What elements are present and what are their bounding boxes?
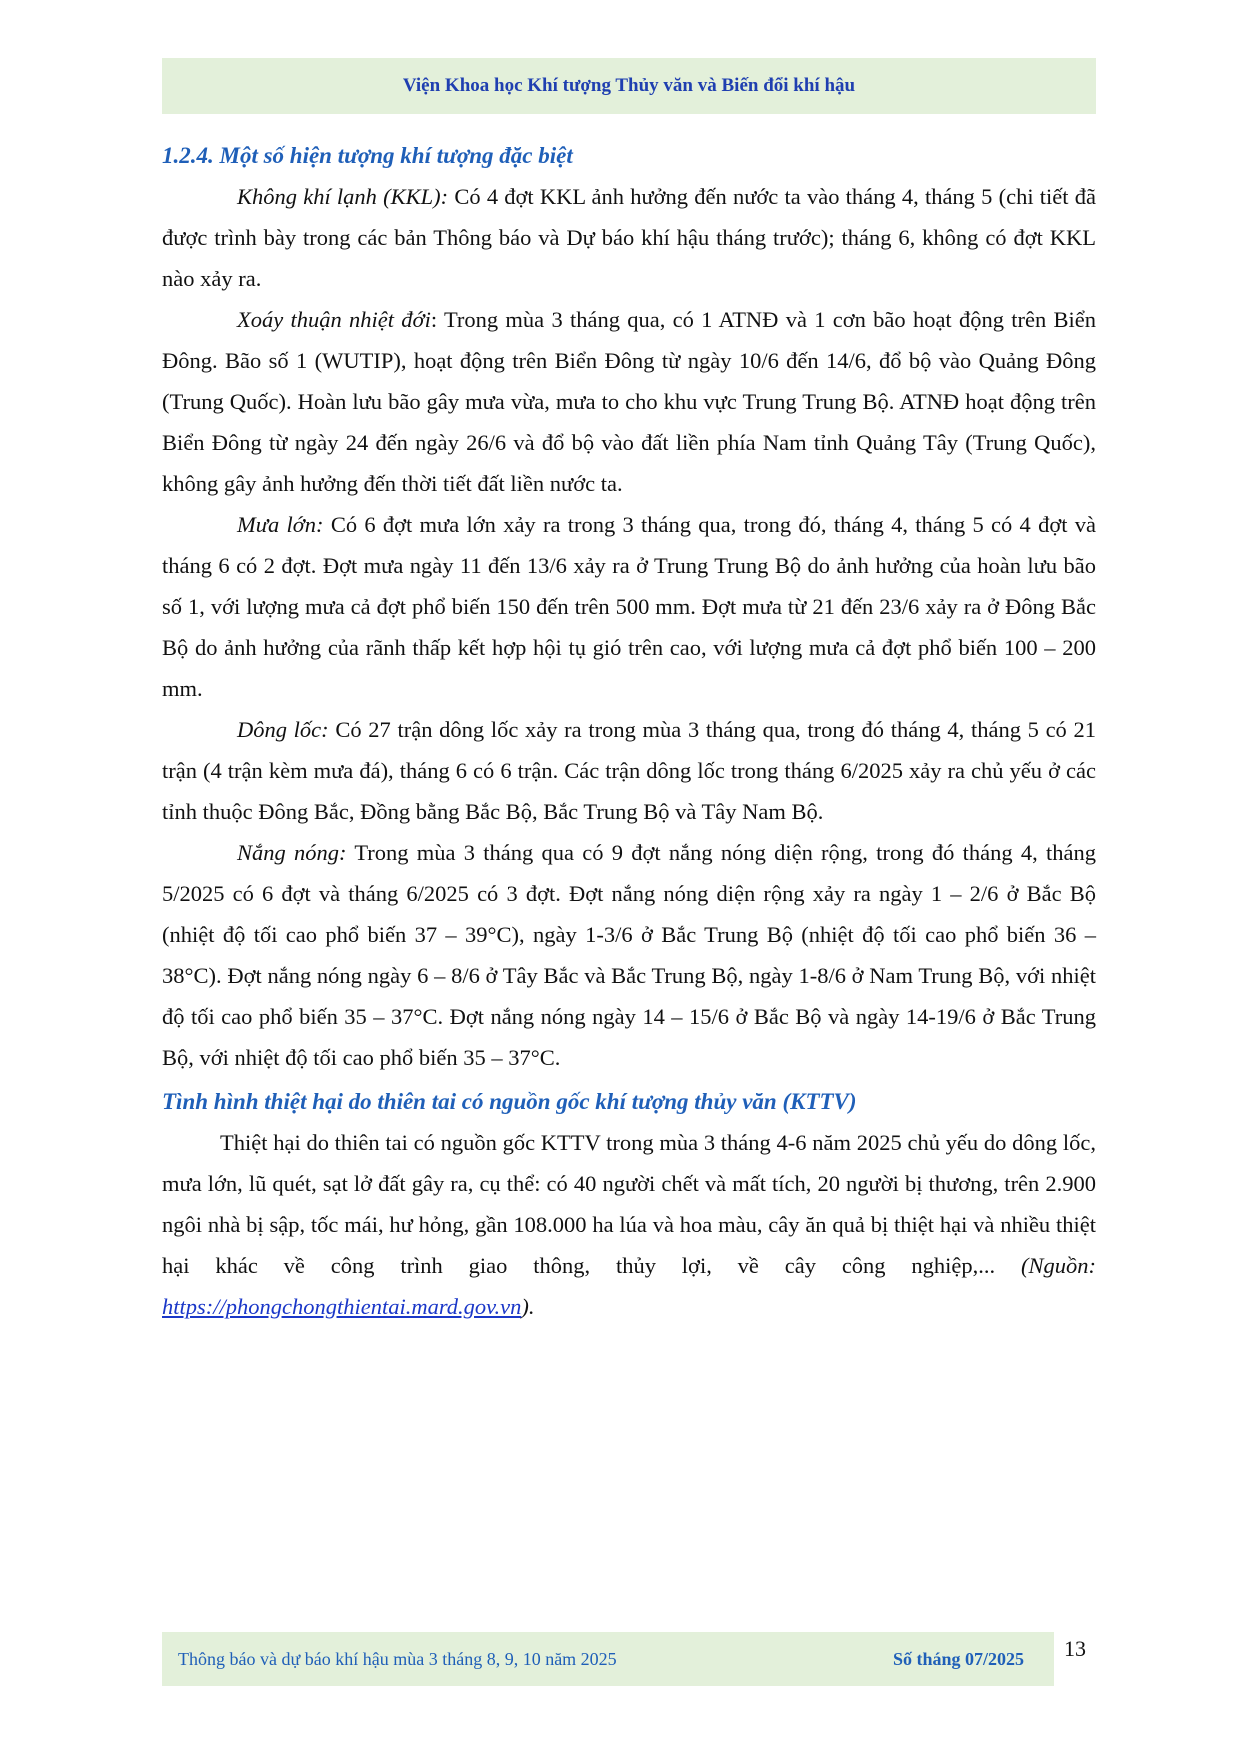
paragraph-lead: Xoáy thuận nhiệt đới xyxy=(237,307,431,332)
footer-issue-number: Số tháng 07/2025 xyxy=(892,1648,1024,1669)
section-title-damage: Tình hình thiệt hại do thiên tai có nguồn gốc khí tượng thủy văn (KTTV) xyxy=(162,1089,857,1114)
paragraph-thunderstorms xyxy=(162,709,1096,832)
paragraph-cold-air xyxy=(162,176,1096,299)
paragraph-text: Có 4 đợt KKL ảnh hưởng đến nước ta vào tháng 4, tháng 5 (chi tiết đã được trình bày trong các bản Thông báo và Dự báo khí hậu tháng trước); tháng 6, không có đợt KKL nào xảy ra. xyxy=(162,184,1096,291)
damage-text: Thiệt hại do thiên tai có nguồn gốc KTTV trong mùa 3 tháng 4-6 năm 2025 chủ yếu do dông lốc, mưa lớn, lũ quét, sạt lở đất gây ra, cụ thể: có 40 người chết và mất tích, 20 người bị thương, trên 2.900 ngôi nhà bị sập, tốc mái, hư hỏng, gần 108.000 ha lúa và hoa màu, cây ăn quả bị thiệt hại và nhiều thiệt hại khác về công trình giao thông, thủy lợi, về cây công nghiệp,... xyxy=(162,1130,1096,1278)
page-number: 13 xyxy=(1064,1636,1086,1661)
paragraph-heatwave xyxy=(162,832,1096,1078)
paragraph-text: Có 27 trận dông lốc xảy ra trong mùa 3 tháng qua, trong đó tháng 4, tháng 5 có 21 trận (4 trận kèm mưa đá), tháng 6 có 6 trận. Các trận dông lốc trong tháng 6/2025 xảy ra chủ yếu ở các tỉnh thuộc Đông Bắc, Đồng bằng Bắc Bộ, Bắc Trung Bộ và Tây Nam Bộ. xyxy=(162,717,1096,824)
source-link[interactable]: https://phongchongthientai.mard.gov.vn xyxy=(162,1294,522,1319)
paragraph-damage xyxy=(162,1122,1096,1327)
footer-band xyxy=(162,1632,1054,1686)
source-suffix: ). xyxy=(521,1294,535,1319)
source-prefix: (Nguồn: xyxy=(1021,1253,1097,1278)
paragraph-lead: Không khí lạnh (KKL): xyxy=(237,184,449,209)
paragraph-text: Trong mùa 3 tháng qua có 9 đợt nắng nóng diện rộng, trong đó tháng 4, tháng 5/2025 có 6 đợt và tháng 6/2025 có 3 đợt. Đợt nắng nóng diện rộng xảy ra ngày 1 – 2/6 ở Bắc Bộ (nhiệt độ tối cao phổ biến 37 – 39°C), ngày 1-3/6 ở Bắc Trung Bộ (nhiệt độ tối cao phổ biến 36 – 38°C). Đợt nắng nóng ngày 6 – 8/6 ở Tây Bắc và Bắc Trung Bộ, ngày 1-8/6 ở Nam Trung Bộ, với nhiệt độ tối cao phổ biến 35 – 37°C. Đợt nắng nóng ngày 14 – 15/6 ở Bắc Bộ và ngày 14-19/6 ở Bắc Trung Bộ, với nhiệt độ tối cao phổ biến 35 – 37°C. xyxy=(162,840,1096,1070)
paragraph-heavy-rain xyxy=(162,504,1096,709)
paragraph-lead: Nắng nóng: xyxy=(237,840,347,865)
paragraph-lead: Dông lốc: xyxy=(237,717,329,742)
section-title-1-2-4: 1.2.4. Một số hiện tượng khí tượng đặc biệt xyxy=(162,143,573,168)
main-content xyxy=(162,132,1096,1327)
paragraph-text: Có 6 đợt mưa lớn xảy ra trong 3 tháng qua, trong đó, tháng 4, tháng 5 có 4 đợt và tháng 6 có 2 đợt. Đợt mưa ngày 11 đến 13/6 xảy ra ở Trung Trung Bộ do ảnh hưởng của hoàn lưu bão số 1, với lượng mưa cả đợt phổ biến 150 đến trên 500 mm. Đợt mưa từ 21 đến 23/6 xảy ra ở Đông Bắc Bộ do ảnh hưởng của rãnh thấp kết hợp hội tụ gió trên cao, với lượng mưa cả đợt phổ biến 100 – 200 mm. xyxy=(162,512,1096,701)
paragraph-tropical-cyclone xyxy=(162,299,1096,504)
header-band xyxy=(162,58,1096,114)
footer-publication-title: Thông báo và dự báo khí hậu mùa 3 tháng 8, 9, 10 năm 2025 xyxy=(178,1648,617,1669)
paragraph-lead: Mưa lớn: xyxy=(237,512,324,537)
institute-title: Viện Khoa học Khí tượng Thủy văn và Biến đổi khí hậu xyxy=(402,75,856,96)
paragraph-text: : Trong mùa 3 tháng qua, có 1 ATNĐ và 1 cơn bão hoạt động trên Biển Đông. Bão số 1 (WUTIP), hoạt động trên Biển Đông từ ngày 10/6 đến 14/6, đổ bộ vào Quảng Đông (Trung Quốc). Hoàn lưu bão gây mưa vừa, mưa to cho khu vực Trung Trung Bộ. ATNĐ hoạt động trên Biển Đông từ ngày 24 đến ngày 26/6 và đổ bộ vào đất liền phía Nam tỉnh Quảng Tây (Trung Quốc), không gây ảnh hưởng đến thời tiết đất liền nước ta. xyxy=(162,307,1096,496)
